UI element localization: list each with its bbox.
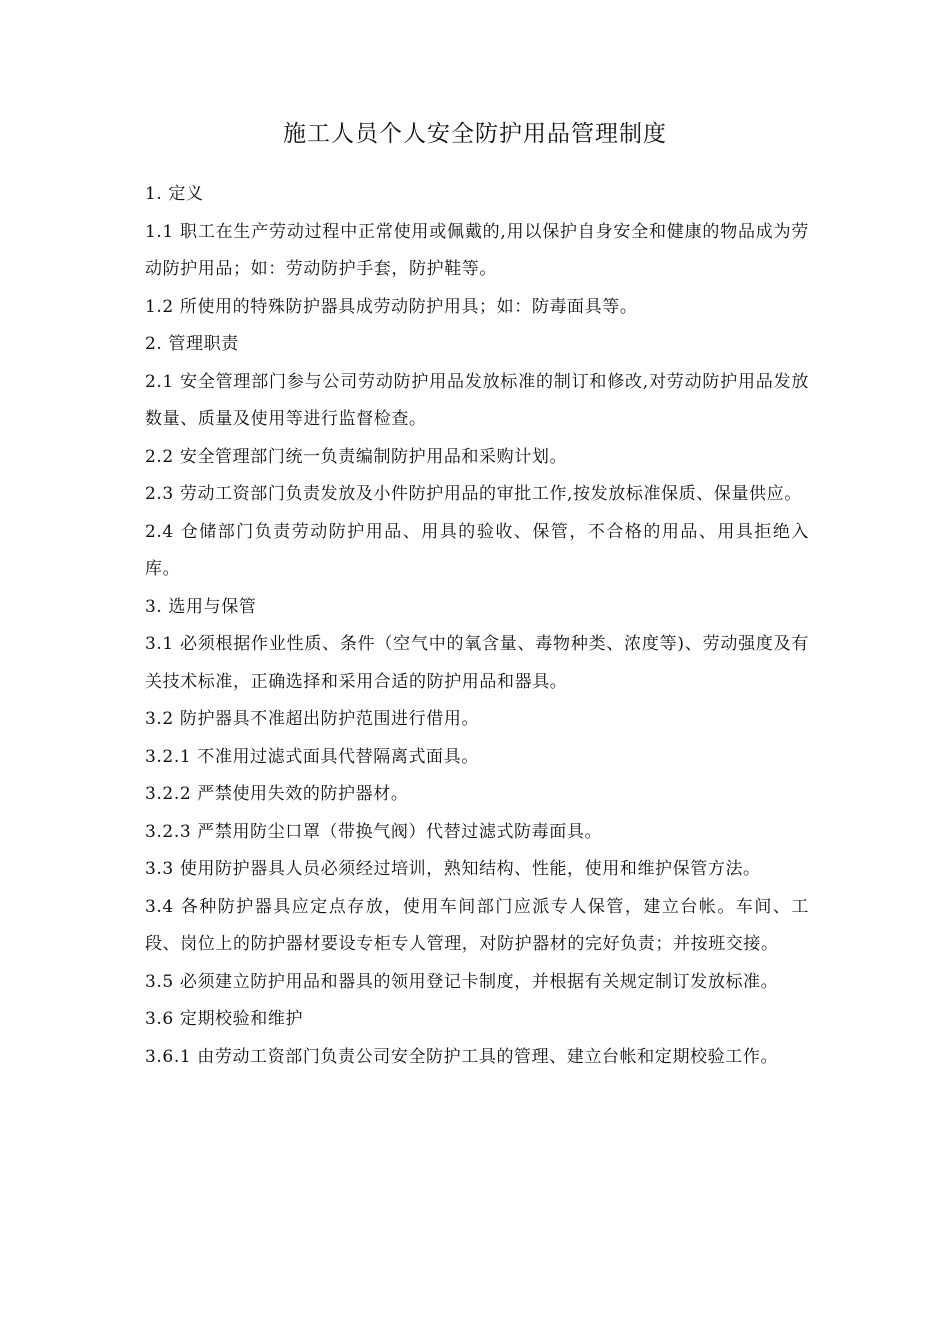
paragraph-3-1: 3.1 必须根据作业性质、条件（空气中的氧含量、毒物种类、浓度等)、劳动强度及有关技术标准，正确选择和采用合适的防护用品和器具。 [145, 634, 809, 692]
paragraph-3-heading: 3. 选用与保管 [145, 596, 257, 617]
paragraph-3-4: 3.4 各种防护器具应定点存放，使用车间部门应派专人保管，建立台帐。车间、工段、岗位上的防护器材要设专柜专人管理，对防护器材的完好负责；并按班交接。 [145, 896, 809, 954]
paragraph-3-2: 3.2 防护器具不准超出防护范围进行借用。 [145, 709, 480, 729]
document-body [145, 176, 809, 1076]
paragraph-2-1: 2.1 安全管理部门参与公司劳动防护用品发放标准的制订和修改,对劳动防护用品发放数量、质量及使用等进行监督检查。 [145, 371, 809, 429]
paragraph-2-heading: 2. 管理职责 [145, 334, 239, 354]
paragraph-3-2-3: 3.2.3 严禁用防尘口罩（带换气阀）代替过滤式防毒面具。 [145, 821, 603, 842]
paragraph-1-2: 1.2 所使用的特殊防护器具成劳动防护用具；如：防毒面具等。 [145, 296, 638, 317]
paragraph-2-2: 2.2 安全管理部门统一负责编制防护用品和采购计划。 [145, 446, 568, 467]
paragraph-1-1: 1.1 职工在生产劳动过程中正常使用或佩戴的,用以保护自身安全和健康的物品成为劳动防护用品；如：劳动防护手套，防护鞋等。 [145, 221, 809, 279]
paragraph-2-3: 2.3 劳动工资部门负责发放及小件防护用品的审批工作,按发放标准保质、保量供应。 [145, 484, 802, 504]
paragraph-3-5: 3.5 必须建立防护用品和器具的领用登记卡制度，并根据有关规定制订发放标准。 [145, 971, 779, 992]
document-title: 施工人员个人安全防护用品管理制度 [283, 121, 667, 147]
paragraph-3-6-1: 3.6.1 由劳动工资部门负责公司安全防护工具的管理、建立台帐和定期校验工作。 [145, 1046, 779, 1067]
paragraph-3-3: 3.3 使用防护器具人员必须经过培训，熟知结构、性能，使用和维护保管方法。 [145, 859, 761, 879]
paragraph-3-6: 3.6 定期校验和维护 [145, 1009, 304, 1029]
paragraph-1-heading: 1. 定义 [145, 184, 204, 204]
paragraph-2-4: 2.4 仓储部门负责劳动防护用品、用具的验收、保管，不合格的用品、用具拒绝入库。 [145, 521, 809, 579]
paragraph-3-2-1: 3.2.1 不准用过滤式面具代替隔离式面具。 [145, 746, 479, 767]
paragraph-3-2-2: 3.2.2 严禁使用失效的防护器材。 [145, 784, 409, 804]
